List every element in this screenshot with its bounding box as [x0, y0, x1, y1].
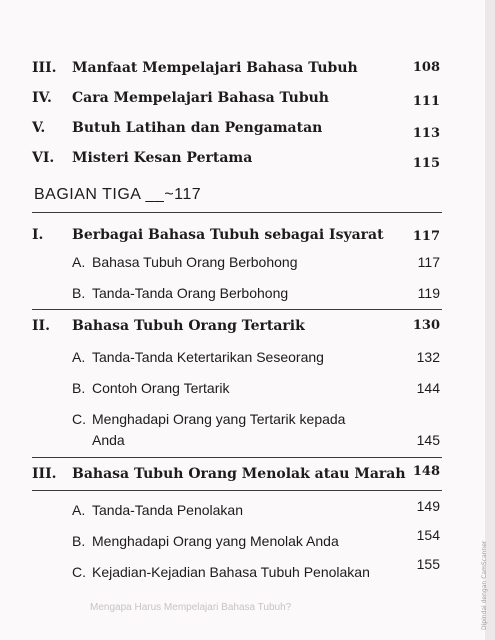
sub-letter: B. [72, 285, 86, 301]
sub-letter: A. [72, 502, 86, 518]
sub-letter: B. [72, 380, 86, 396]
entry-title: Manfaat Mempelajari Bahasa Tubuh [72, 60, 358, 76]
toc-entry[interactable] [0, 60, 495, 84]
sub-title-continued: Anda [92, 432, 125, 448]
entry-title: Cara Mempelajari Bahasa Tubuh [72, 90, 329, 106]
sub-letter: C. [72, 411, 86, 427]
chapter-page: 117 [412, 229, 440, 244]
sub-letter: A. [72, 349, 86, 365]
part-heading [0, 186, 495, 212]
toc-subentry[interactable] [0, 254, 495, 278]
chapter-number: I. [32, 227, 44, 243]
toc-entry[interactable] [0, 90, 495, 114]
sub-page: 155 [416, 556, 440, 572]
entry-page: 111 [412, 94, 440, 109]
chapter-title: Bahasa Tubuh Orang Menolak atau Marah [72, 466, 406, 482]
entry-number: III. [32, 60, 57, 76]
scanner-watermark: Dipindai dengan CamScanner [481, 540, 488, 630]
entry-number: VI. [32, 150, 55, 166]
sub-page: 145 [416, 432, 440, 448]
toc-chapter[interactable] [0, 466, 495, 490]
toc-subentry[interactable] [0, 498, 495, 526]
toc-subentry[interactable] [0, 349, 495, 373]
sub-page: 154 [416, 527, 440, 543]
sub-title: Menghadapi Orang yang Tertarik kepada [92, 411, 346, 427]
part-title: BAGIAN TIGA __~117 [34, 186, 202, 203]
divider [32, 490, 442, 491]
sub-page: 132 [416, 349, 440, 365]
sub-letter: C. [72, 564, 86, 580]
sub-title: Kejadian-Kejadian Bahasa Tubuh Penolakan [92, 564, 370, 580]
chapter-number: III. [32, 466, 57, 482]
sub-title: Tanda-Tanda Penolakan [92, 502, 244, 518]
toc-subentry[interactable] [0, 411, 495, 455]
entry-number: V. [32, 120, 46, 136]
sub-title: Menghadapi Orang yang Menolak Anda [92, 533, 339, 549]
sub-page: 117 [417, 254, 440, 270]
sub-title: Contoh Orang Tertarik [92, 380, 230, 396]
toc-entry[interactable] [0, 120, 495, 144]
chapter-number: II. [32, 318, 50, 334]
toc-chapter[interactable] [0, 227, 495, 251]
entry-page: 115 [412, 156, 440, 171]
sub-page: 149 [416, 498, 440, 514]
entry-title: Butuh Latihan dan Pengamatan [72, 120, 323, 136]
sub-page: 119 [417, 285, 440, 301]
divider [32, 309, 442, 310]
entry-title: Misteri Kesan Pertama [72, 150, 253, 166]
chapter-page: 148 [412, 464, 440, 479]
sub-title: Bahasa Tubuh Orang Berbohong [92, 254, 298, 270]
toc-subentry[interactable] [0, 556, 495, 588]
entry-page: 113 [412, 126, 440, 141]
toc-entry[interactable] [0, 150, 495, 174]
toc-chapter[interactable] [0, 318, 495, 342]
toc-subentry[interactable] [0, 285, 495, 309]
sub-title: Tanda-Tanda Ketertarikan Seseorang [92, 349, 324, 365]
sub-letter: A. [72, 254, 86, 270]
chapter-title: Berbagai Bahasa Tubuh sebagai Isyarat [72, 227, 384, 243]
sub-page: 144 [416, 380, 440, 396]
toc-subentry[interactable] [0, 380, 495, 404]
divider [32, 457, 442, 458]
chapter-title: Bahasa Tubuh Orang Tertarik [72, 318, 305, 334]
entry-number: IV. [32, 90, 52, 106]
toc-subentry[interactable] [0, 527, 495, 557]
sub-letter: B. [72, 533, 86, 549]
entry-page: 108 [412, 60, 440, 75]
sub-title: Tanda-Tanda Orang Berbohong [92, 285, 289, 301]
bleed-through-text: Mengapa Harus Mempelajari Bahasa Tubuh? [90, 602, 292, 613]
chapter-page: 130 [412, 318, 440, 333]
divider [32, 212, 442, 213]
